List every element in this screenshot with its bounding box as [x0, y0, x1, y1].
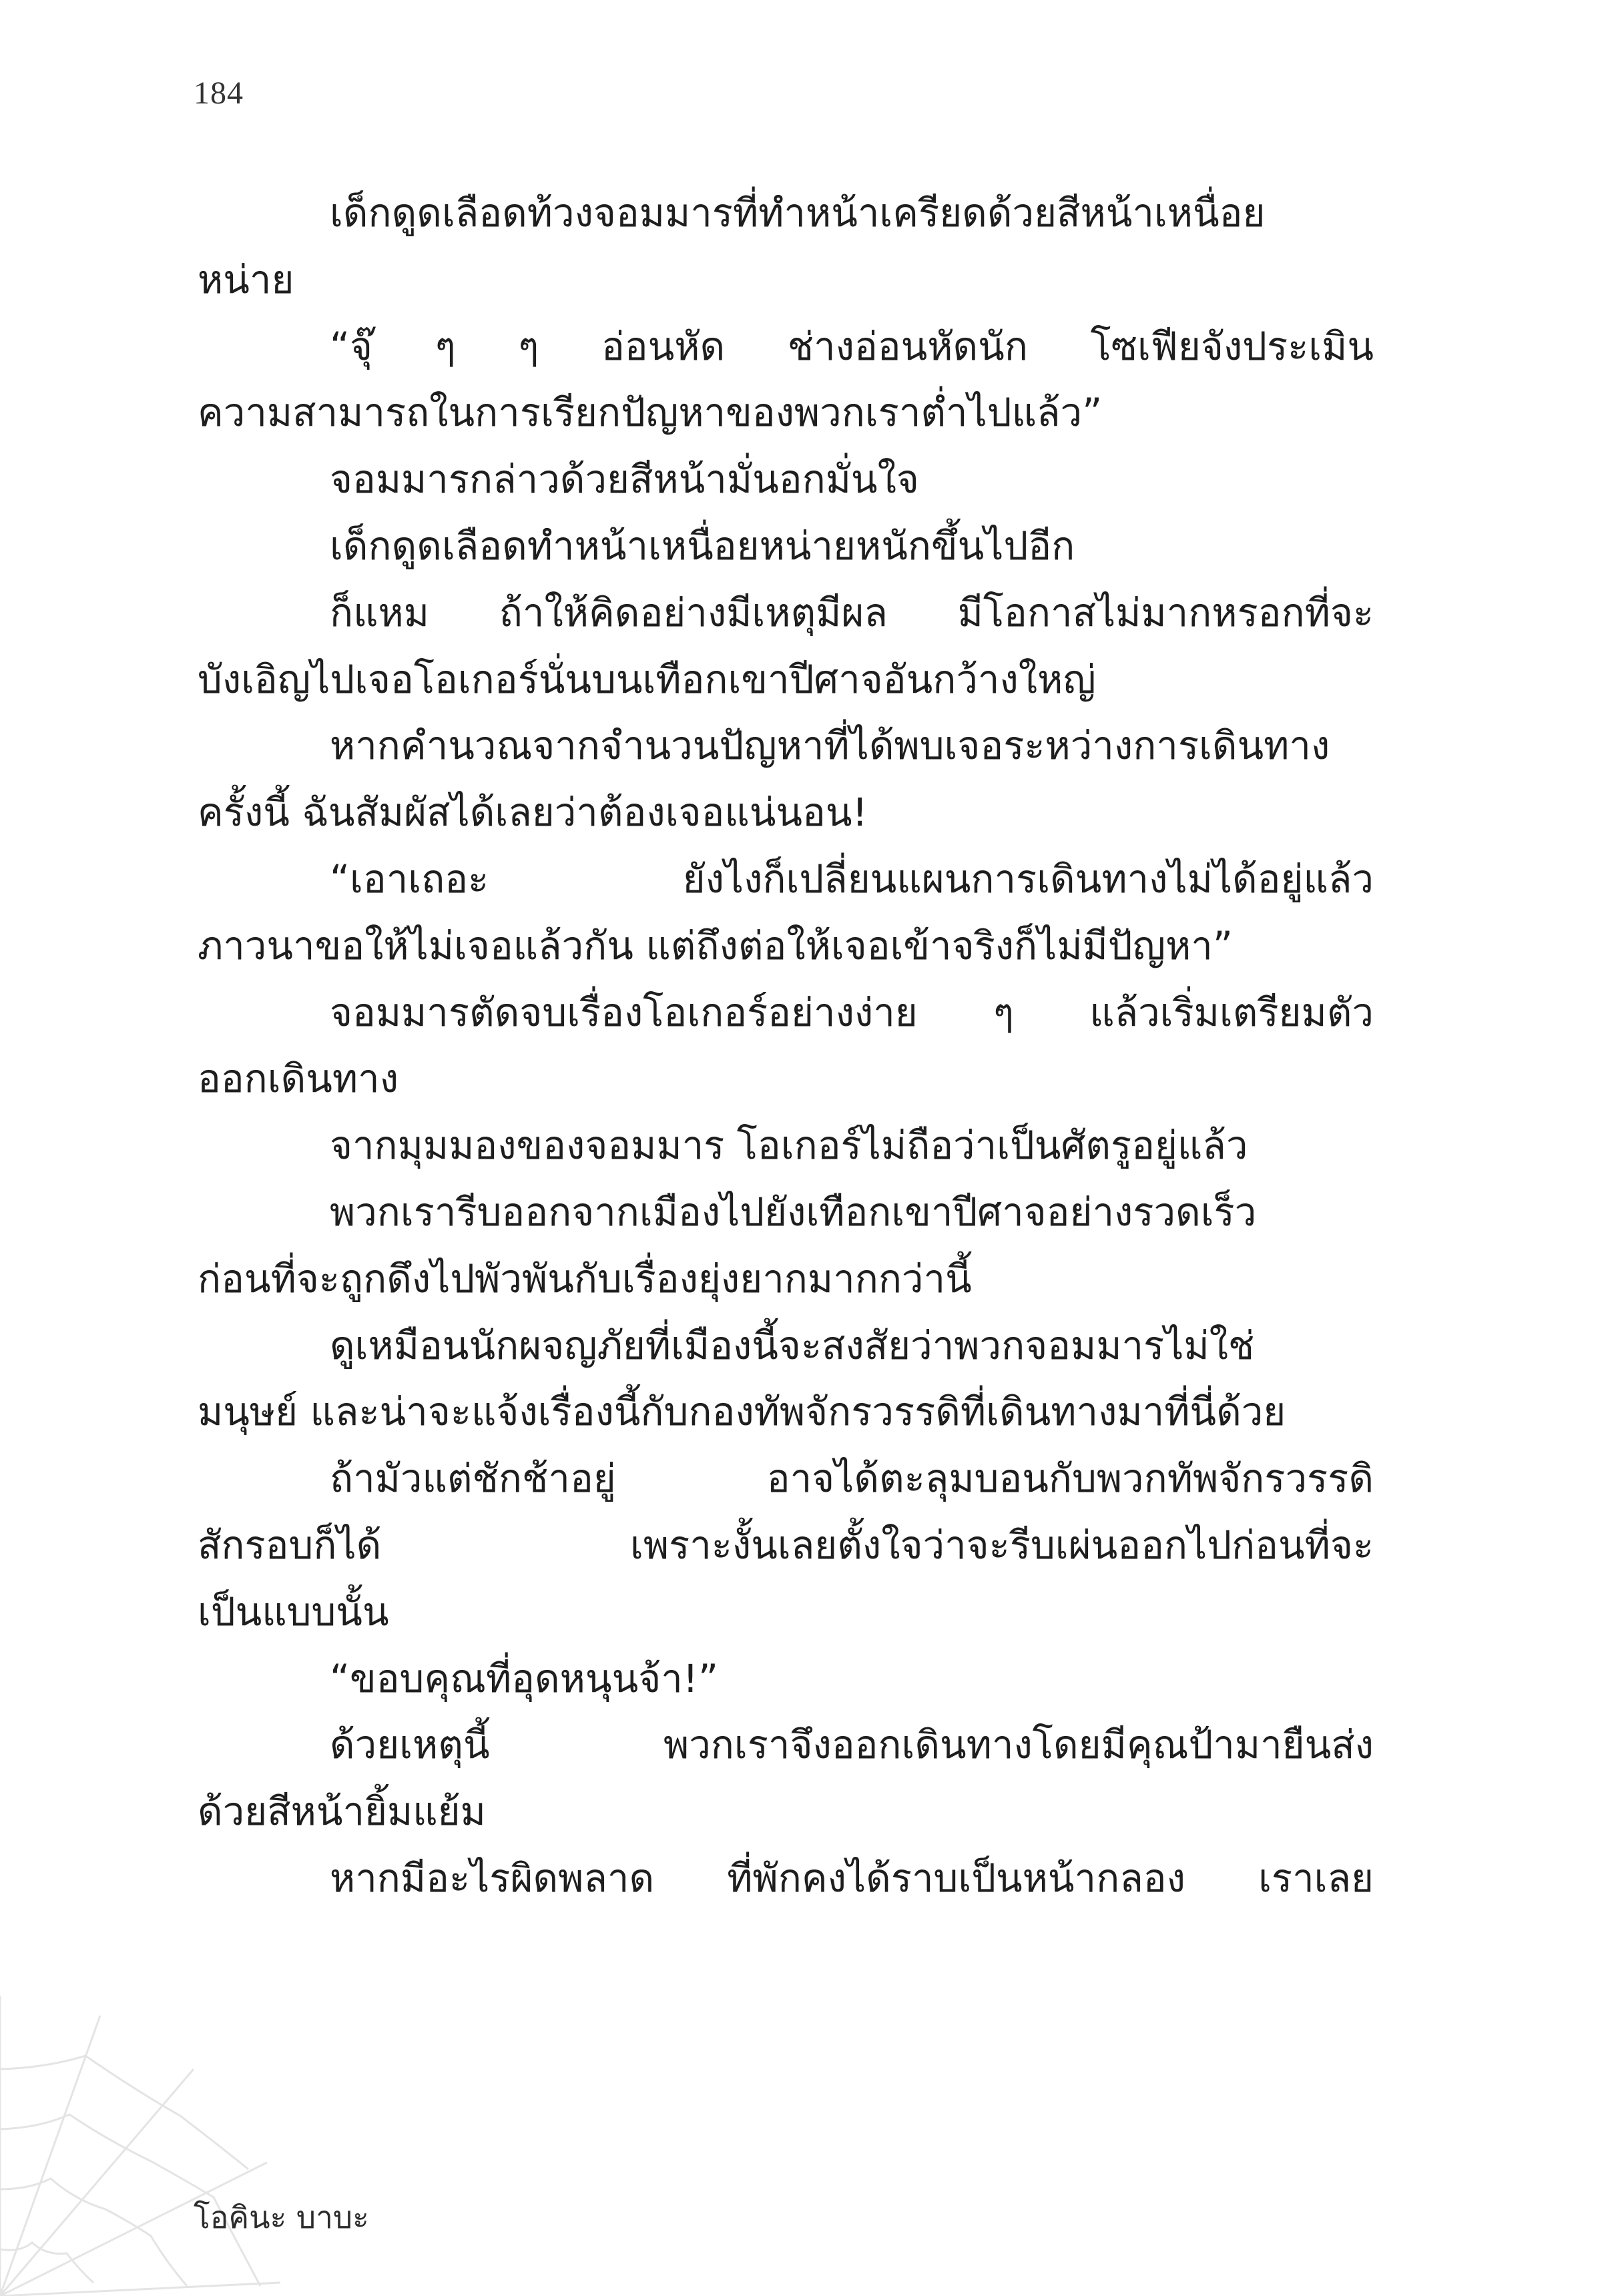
text-line: ด้วยสีหน้ายิ้มแย้ม: [198, 1789, 486, 1835]
text-line: ก่อนที่จะถูกดึงไปพัวพันกับเรื่องยุ่งยากมากกว่านี้: [198, 1255, 972, 1302]
text-line: บังเอิญไปเจอโอเกอร์นั่นบนเทือกเขาปีศาจอันกว้างใหญ่: [198, 656, 1096, 702]
text-line: หากมีอะไรผิดพลาด ที่พักคงได้ราบเป็นหน้ากลอง เราเลย: [330, 1855, 1374, 1901]
text-line: ความสามารถในการเรียกปัญหาของพวกเราต่ำไปแล้ว”: [198, 390, 1103, 436]
text-line: ออกเดินทาง: [198, 1056, 399, 1102]
text-line: หากคำนวณจากจำนวนปัญหาที่ได้พบเจอระหว่างการเดินทาง: [330, 723, 1330, 769]
text-line: จอมมารตัดจบเรื่องโอเกอร์อย่างง่าย ๆ แล้วเริ่มเตรียมตัว: [330, 989, 1374, 1035]
text-line: ครั้งนี้ ฉันสัมผัสได้เลยว่าต้องเจอแน่นอน!: [198, 790, 868, 836]
cobweb-decoration: [0, 1989, 280, 2296]
text-line: จากมุมมองของจอมมาร โอเกอร์ไม่ถือว่าเป็นศัตรูอยู่แล้ว: [330, 1123, 1248, 1169]
text-line: ถ้ามัวแต่ชักช้าอยู่ อาจได้ตะลุมบอนกับพวกทัพจักรวรรดิ: [330, 1456, 1374, 1502]
text-line: “เอาเถอะ ยังไงก็เปลี่ยนแผนการเดินทางไม่ได้อยู่แล้ว: [330, 856, 1374, 902]
text-line: เด็กดูดเลือดท้วงจอมมารที่ทำหน้าเครียดด้วยสีหน้าเหนื่อย: [330, 190, 1266, 236]
text-line: สักรอบก็ได้ เพราะงั้นเลยตั้งใจว่าจะรีบเผ่นออกไปก่อนที่จะ: [198, 1522, 1374, 1568]
page-number: 184: [194, 75, 244, 111]
text-line: “ขอบคุณที่อุดหนุนจ้า!”: [330, 1655, 719, 1701]
text-line: หน่าย: [198, 256, 294, 302]
body-text: [198, 180, 1374, 1912]
text-line: ดูเหมือนนักผจญภัยที่เมืองนี้จะสงสัยว่าพวกจอมมารไม่ใช่: [330, 1322, 1255, 1368]
text-line: เด็กดูดเลือดทำหน้าเหนื่อยหน่ายหนักขึ้นไปอีก: [330, 523, 1075, 569]
text-line: มนุษย์ และน่าจะแจ้งเรื่องนี้กับกองทัพจักรวรรดิที่เดินทางมาที่นี่ด้วย: [198, 1389, 1286, 1435]
text-line: ด้วยเหตุนี้ พวกเราจึงออกเดินทางโดยมีคุณป้ามายืนส่ง: [330, 1722, 1374, 1768]
footer-author: โอคินะ บาบะ: [194, 2199, 369, 2235]
text-line: เป็นแบบนั้น: [198, 1589, 389, 1635]
text-line: ก็แหม ถ้าให้คิดอย่างมีเหตุมีผล มีโอกาสไม่มากหรอกที่จะ: [330, 589, 1374, 635]
text-line: “จุ๊ ๆ ๆ อ่อนหัด ช่างอ่อนหัดนัก โซเฟียจังประเมิน: [330, 323, 1374, 369]
text-line: จอมมารกล่าวด้วยสีหน้ามั่นอกมั่นใจ: [330, 457, 919, 503]
text-line: พวกเรารีบออกจากเมืองไปยังเทือกเขาปีศาจอย่างรวดเร็ว: [330, 1189, 1257, 1235]
text-line: ภาวนาขอให้ไม่เจอแล้วกัน แต่ถึงต่อให้เจอเข้าจริงก็ไม่มีปัญหา”: [198, 922, 1233, 968]
